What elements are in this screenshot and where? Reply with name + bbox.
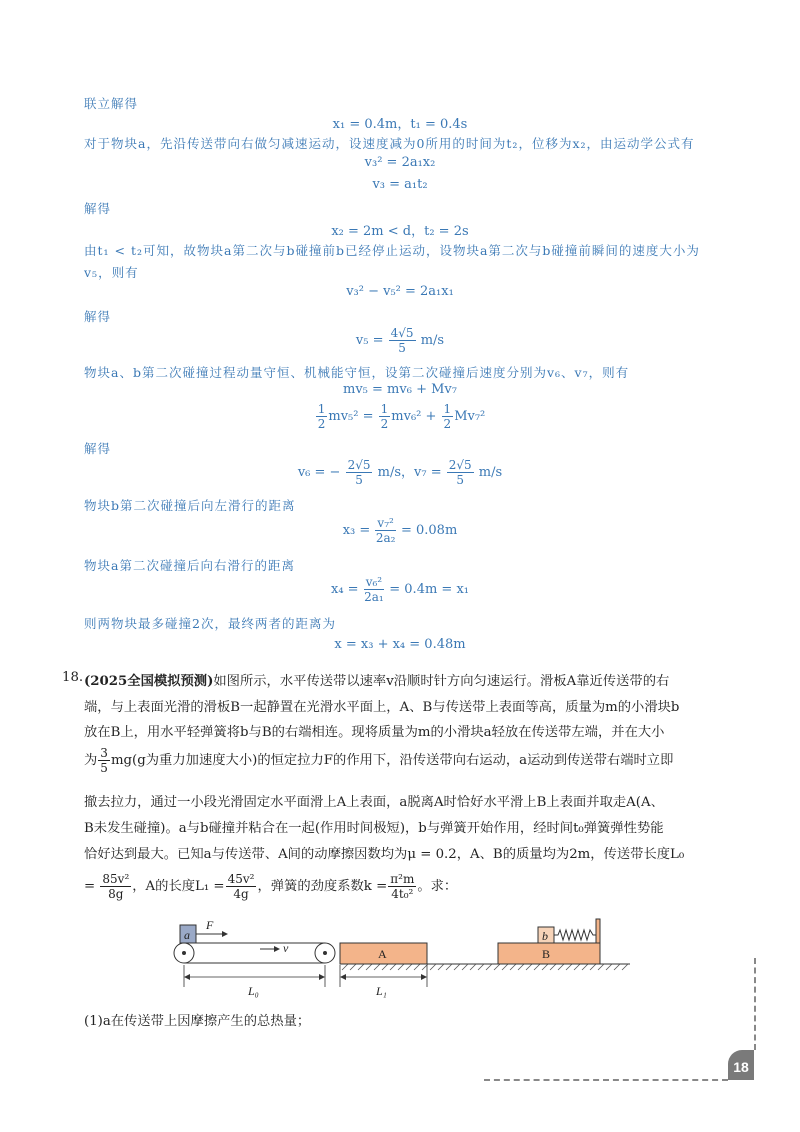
- denominator: 2: [443, 417, 452, 431]
- text-line: 解得: [84, 441, 112, 456]
- denominator: 2: [317, 417, 326, 431]
- dim-L1-label: L₁: [376, 984, 387, 998]
- equation: v₃² = 2a₁x₂: [364, 155, 436, 170]
- fraction: [375, 516, 395, 545]
- block-a-label: a: [184, 928, 190, 942]
- fraction: [388, 872, 416, 901]
- numerator: 85v²: [102, 872, 130, 886]
- eq-part: m/s: [478, 465, 503, 480]
- equation-x3: [0, 516, 800, 545]
- velocity-arrowhead: [274, 946, 280, 952]
- equation: mv₅ = mv₆ + Mv₇: [343, 382, 457, 397]
- equation-v6-v7: [0, 458, 800, 487]
- page-corner-dash-vertical: [754, 958, 756, 1050]
- numerator: 4√5: [390, 326, 414, 340]
- equation: x₁ = 0.4m，t₁ = 0.4s: [332, 117, 468, 132]
- denominator: 2a₁: [364, 590, 384, 604]
- denominator: 5: [398, 341, 406, 355]
- fraction: [316, 402, 328, 431]
- question-number: 18.: [62, 670, 84, 685]
- equation: v₃² − v₅² = 2a₁x₁: [346, 284, 454, 299]
- spring: [554, 930, 596, 940]
- question-line: 放在B上，用水平轻弹簧将b与B的右端相连。现将质量为m的小滑块a轻放在传送带左端，并在大小: [84, 725, 665, 740]
- eq-part: = 0.4m = x₁: [389, 582, 469, 597]
- eq-part: m/s: [420, 333, 445, 348]
- dim-L0-label: L₀: [248, 984, 259, 998]
- equation-x4: [0, 575, 800, 604]
- eq-part: v₅ =: [355, 333, 384, 348]
- sub-question-1: (1)a在传送带上因摩擦产生的总热量；: [84, 1014, 311, 1029]
- text-line: 对于物块a，先沿传送带向右做匀减速运动，设速度减为0所用的时间为t₂，位移为x₂，由运动学公式有: [84, 136, 695, 151]
- numerator: π²m: [390, 872, 415, 886]
- eq-part: = 0.08m: [400, 523, 458, 538]
- text-line: 物块b第二次碰撞后向左滑行的距离: [84, 498, 296, 513]
- fraction: [346, 458, 373, 487]
- text-line: 物块a第二次碰撞后向右滑行的距离: [84, 558, 295, 573]
- question-line: [84, 746, 714, 775]
- text-line: 联立解得: [84, 96, 139, 111]
- numerator: 1: [443, 402, 452, 416]
- denominator: 2a₂: [375, 531, 396, 545]
- fraction: [447, 458, 474, 487]
- numerator: 2√5: [448, 458, 472, 472]
- eq-part: v₆ = −: [297, 465, 341, 480]
- eq-part: Mv₇²: [454, 409, 486, 424]
- numerator: v₆²: [365, 575, 383, 589]
- numerator: 2√5: [347, 458, 371, 472]
- question-line: 撤去拉力，通过一小段光滑固定水平面滑上A上表面，a脱离A时恰好水平滑上B上表面并取走A(A、: [84, 795, 664, 810]
- fraction: [389, 326, 416, 355]
- fraction: [364, 575, 384, 604]
- eq-part: x₃ =: [342, 523, 371, 538]
- numerator: 3: [100, 746, 108, 760]
- page-number: 18: [728, 1050, 754, 1080]
- question-tag: (2025全国模拟预测): [84, 674, 214, 689]
- board-B-wall: [596, 919, 600, 943]
- text-line: 由t₁ < t₂可知，故物块a第二次与b碰撞前b已经停止运动，设物块a第二次与b碰撞前瞬间的速度大小为: [84, 243, 700, 258]
- conveyor-diagram: [170, 915, 640, 1005]
- page-corner-dash-horizontal: [484, 1079, 728, 1081]
- question-text: 为: [84, 753, 98, 768]
- denominator: 8g: [108, 887, 124, 901]
- numerator: 1: [380, 402, 389, 416]
- force-arrowhead: [222, 931, 228, 937]
- denominator: 4t₀²: [391, 887, 414, 901]
- equation: x = x₃ + x₄ = 0.48m: [334, 637, 466, 652]
- equation: x₂ = 2m < d，t₂ = 2s: [331, 224, 469, 239]
- dim-L0-arrow-left: [184, 974, 190, 980]
- dim-L0-arrow-right: [319, 974, 325, 980]
- pulley-left-axle: [182, 951, 186, 955]
- fraction: [226, 872, 257, 901]
- board-A-label: A: [378, 947, 387, 961]
- fraction: [442, 402, 454, 431]
- denominator: 5: [100, 761, 108, 775]
- question-line: [84, 670, 714, 689]
- numerator: 45v²: [227, 872, 255, 886]
- eq-part: m/s，v₇ =: [377, 465, 442, 480]
- dim-L1-arrow-left: [340, 974, 346, 980]
- question-line: [84, 872, 714, 901]
- eq-part: mv₆² +: [391, 409, 437, 424]
- eq-part: mv₅² =: [328, 409, 374, 424]
- question-text: mg(g为重力加速度大小)的恒定拉力F的作用下，沿传送带向右运动，a运动到传送带右端时立即: [110, 753, 674, 768]
- fraction: [100, 872, 131, 901]
- fraction: [379, 402, 391, 431]
- text-line: 解得: [84, 201, 112, 216]
- force-label: F: [206, 918, 214, 932]
- denominator: 5: [355, 473, 363, 487]
- question-text: ，弹簧的劲度系数k =: [257, 879, 388, 894]
- question-text: 。求：: [417, 879, 458, 894]
- block-b-label: b: [542, 929, 548, 943]
- denominator: 2: [380, 417, 389, 431]
- question-line: B未发生碰撞)。a与b碰撞并粘合在一起(作用时间极短)，b与弹簧开始作用，经时间t₀弹簧弹性势能: [84, 821, 664, 836]
- text-line: 则两物块最多碰撞2次，最终两者的距离为: [84, 616, 336, 631]
- question-text: 如图所示，水平传送带以速率v沿顺时针方向匀速运行。滑板A靠近传送带的右: [213, 674, 670, 689]
- dim-L1-arrow-right: [421, 974, 427, 980]
- numerator: v₇²: [377, 516, 394, 530]
- pulley-right-axle: [323, 951, 327, 955]
- numerator: 1: [317, 402, 326, 416]
- eq-part: x₄ =: [331, 582, 359, 597]
- question-line: 端，与上表面光滑的滑板B一起静置在光滑水平面上，A、B与传送带上表面等高，质量为m的小滑块b: [84, 700, 680, 715]
- equation-v5: [0, 326, 800, 355]
- fraction: [98, 746, 110, 775]
- ground-hatch: [342, 964, 628, 970]
- denominator: 5: [456, 473, 465, 487]
- text-line: 解得: [84, 309, 112, 324]
- velocity-label: v: [283, 941, 289, 955]
- equation: v₃ = a₁t₂: [372, 177, 428, 192]
- question-text: =: [84, 879, 96, 894]
- denominator: 4g: [233, 887, 249, 901]
- question-text: ，A的长度L₁ =: [132, 879, 225, 894]
- equation-energy: [0, 402, 800, 431]
- text-line: 物块a、b第二次碰撞过程动量守恒、机械能守恒，设第二次碰撞后速度分别为v₆、v₇，则有: [84, 365, 630, 380]
- text-line: v₅，则有: [84, 265, 139, 280]
- question-line: 恰好达到最大。已知a与传送带、A间的动摩擦因数均为μ = 0.2，A、B的质量均为2m，传送带长度L₀: [84, 847, 685, 862]
- board-B-label: B: [542, 947, 551, 961]
